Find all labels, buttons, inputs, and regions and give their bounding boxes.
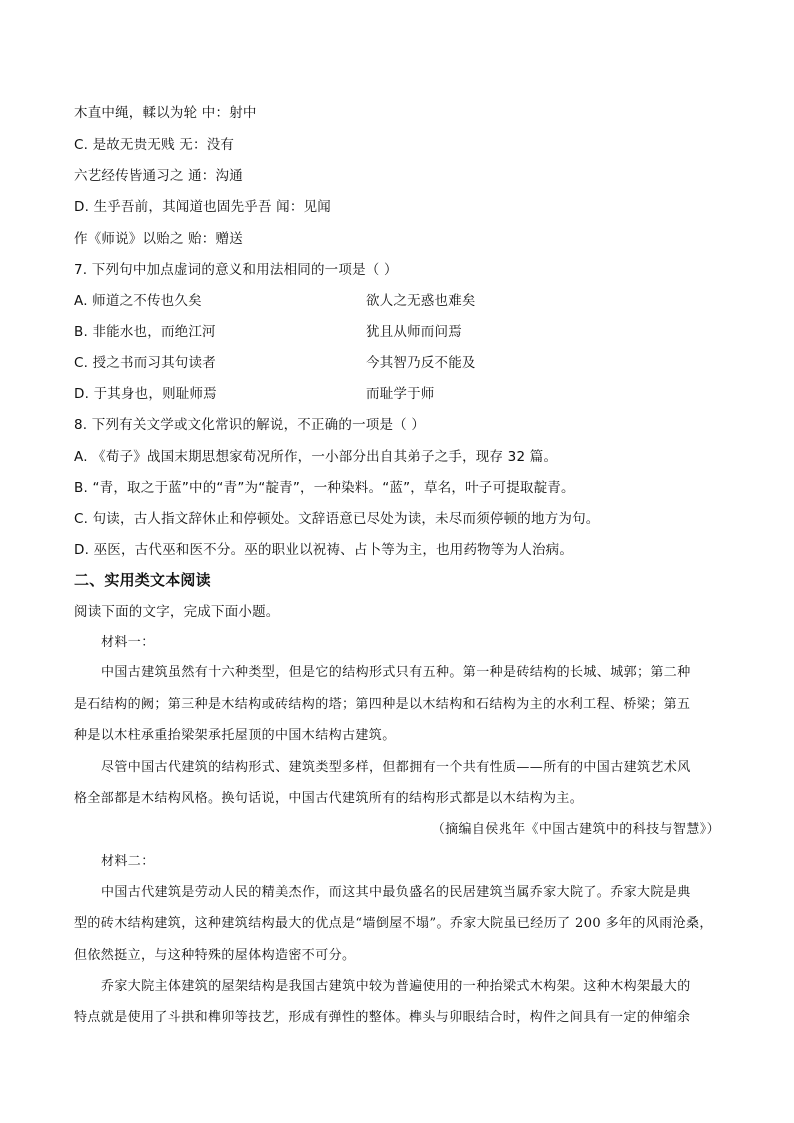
text-line: 六艺经传皆通习之 通：沟通 xyxy=(74,168,243,184)
q7-option-d-left: D. 于其身也，则耻师焉 xyxy=(74,386,217,402)
q7-option-b xyxy=(74,323,462,341)
material-1-label: 材料一： xyxy=(101,635,155,650)
paragraph-line: 种是以木柱承重抬梁架承托屋顶的中国木结构古建筑。 xyxy=(74,728,396,743)
text-line: 作《师说》以贻之 贻：赠送 xyxy=(74,231,243,247)
q7-option-c xyxy=(74,354,476,372)
option-line: D. 生乎吾前，其闻道也固先乎吾 闻：见闻 xyxy=(74,199,331,215)
paragraph-line: 尽管中国古代建筑的结构形式、建筑类型多样，但都拥有一个共有性质——所有的中国古建筑艺术风 xyxy=(101,760,691,775)
material-1-source: （摘编自侯兆年《中国古建筑中的科技与智慧》） xyxy=(431,822,720,837)
q7-option-c-right: 今其智乃反不能及 xyxy=(366,355,476,371)
q7-option-a-right: 欲人之无惑也难矣 xyxy=(366,293,476,309)
option-line: C. 是故无贵无贱 无：没有 xyxy=(74,137,235,153)
q7-option-c-left: C. 授之书而习其句读者 xyxy=(74,355,216,371)
q7-option-a-left: A. 师道之不传也久矣 xyxy=(74,293,202,309)
q7-option-b-right: 犹且从师而问焉 xyxy=(366,324,462,340)
section-heading: 二、实用类文本阅读 xyxy=(74,571,211,589)
question-8-stem: 8. 下列有关文学或文化常识的解说，不正确的一项是（ ） xyxy=(74,417,426,433)
q7-option-d-right: 而耻学于师 xyxy=(366,386,435,402)
paragraph-line: 是石结构的阙；第三种是木结构或砖结构的塔；第四种是以木结构和石结构为主的水利工程、桥梁；第五 xyxy=(74,697,691,712)
q8-option-d: D. 巫医，古代巫和医不分。巫的职业以祝祷、占卜等为主，也用药物等为人治病。 xyxy=(74,542,574,558)
q8-option-c: C. 句读，古人指文辞休止和停顿处。文辞语意已尽处为读，未尽而须停顿的地方为句。 xyxy=(74,511,600,527)
paragraph-line: 乔家大院主体建筑的屋架结构是我国古建筑中较为普遍使用的一种抬梁式木构架。这种木构架最大的 xyxy=(101,979,691,994)
q8-option-b: B. “青，取之于蓝”中的“青”为“靛青”，一种染料。“蓝”，草名，叶子可提取靛青。 xyxy=(74,480,575,496)
material-2-label: 材料二： xyxy=(101,854,155,869)
q7-option-a xyxy=(74,292,476,310)
paragraph-line: 格全部都是木结构风格。换句话说，中国古代建筑所有的结构形式都是以木结构为主。 xyxy=(74,791,584,806)
paragraph-line: 中国古建筑虽然有十六种类型，但是它的结构形式只有五种。第一种是砖结构的长城、城郭；第二种 xyxy=(101,665,691,680)
section-instruction: 阅读下面的文字，完成下面小题。 xyxy=(74,604,280,620)
q8-option-a: A. 《荀子》战国末期思想家荀况所作，一小部分出自其弟子之手，现存 32 篇。 xyxy=(74,449,558,465)
paragraph-line: 中国古代建筑是劳动人民的精美杰作，而这其中最负盛名的民居建筑当属乔家大院了。乔家大院是典 xyxy=(101,885,691,900)
question-7-stem: 7. 下列句中加点虚词的意义和用法相同的一项是（ ） xyxy=(74,262,398,278)
q7-option-d xyxy=(74,385,435,403)
paragraph-line: 特点就是使用了斗拱和榫卯等技艺，形成有弹性的整体。榫头与卯眼结合时，构件之间具有一定的伸缩余 xyxy=(74,1010,691,1025)
paragraph-line: 但依然挺立，与这种特殊的屋体构造密不可分。 xyxy=(74,948,356,963)
text-line: 木直中绳，輮以为轮 中：射中 xyxy=(74,105,257,121)
q7-option-b-left: B. 非能水也，而绝江河 xyxy=(74,324,216,340)
paragraph-line: 型的砖木结构建筑，这种建筑结构最大的优点是“墙倒屋不塌”。乔家大院虽已经历了 200 多年的风雨沧桑， xyxy=(74,916,713,931)
